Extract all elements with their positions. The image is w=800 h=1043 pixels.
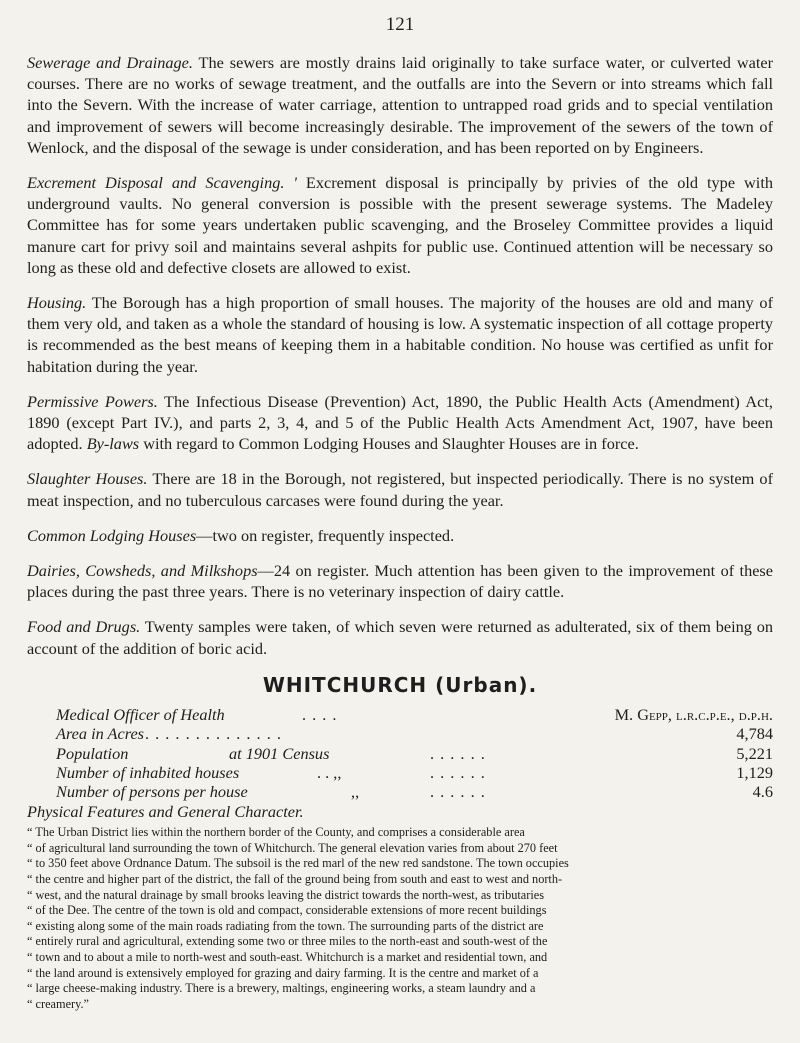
paragraph-heading: Housing. [27,293,87,313]
stat-value: 1,129 [736,763,773,783]
paragraph-slaughter-houses [27,468,773,510]
paragraph-heading: Sewerage and Drainage. [27,53,193,72]
physical-features-heading-row [27,802,773,821]
paragraph-heading: Excrement Disposal and Scavenging. ' [27,173,297,193]
stat-row-officer [27,705,773,724]
paragraph-dairies [27,560,773,602]
quote-line: “ large cheese-making industry. There is a brewery, maltings, engineering works, a steam laundry and a [27,981,536,996]
paragraph-text: Twenty samples were taken, of which seven were returned as adulterated, six of them being on account of the addition of boric acid. [27,617,773,658]
leader-dots: . . . . . . . . . . . . . . [145,724,282,744]
quote-line: “ west, and the natural drainage by small brooks leaving the district towards the north-west, as tributaries [27,887,545,902]
paragraph-housing [27,292,773,377]
report-body [27,52,773,1012]
stat-value: 5,221 [736,743,773,763]
quote-line: “ creamery.” [27,996,90,1011]
quote-line: “ of agricultural land surrounding the town of Whitchurch. The general elevation varies from about 270 feet [27,840,558,855]
paragraph-text: There are 18 in the Borough, not registered, but inspected periodically. There is no system of meat inspection, and no tuberculous carcases were found during the year. [27,469,773,510]
stat-qualifier: at 1901 Census [229,743,330,763]
leader-dots: . . . . . . [430,743,486,763]
stat-row-persons [27,782,773,801]
paragraph-text: —24 on register. Much attention has been given to the improvement of these places during the past three years. There is no veterinary inspection of dairy cattle. [27,561,773,602]
paragraph-heading: Dairies, Cowsheds, and Milkshops [27,561,258,581]
paragraph-text: The Infectious Disease (Prevention) Act, 1890, the Public Health Acts (Amendment) Act, 1890 (except Part IV.), and parts 2, 3, 4, and 5 of the Public Health Acts Amendment Act, 1907, have been adopted. [27,391,774,454]
paragraph-text: Excrement disposal is principally by privies of the old type with underground vaults. No general conversion is possible with the present sewerage systems. The Madeley Committee has for some years undertaken public scavenging, and the Broseley Committee provides a liquid manure cart for privy soil and maintains several ashpits for public use. Continued attention will be necessary so long as these old and defective closets are allowed to exist. [27,173,773,277]
quote-line: “ the land around is extensively employed for grazing and dairy farming. It is the centre and market of a [27,965,539,980]
stat-row-houses [27,763,773,782]
paragraph-text: —two on register, frequently inspected. [196,525,455,545]
paragraph-permissive-powers [27,391,773,455]
quote-line: “ the centre and higher part of the district, the fall of the ground being from south and east to west and north- [27,872,563,886]
paragraph-heading: Permissive Powers. [27,391,158,411]
quote-line: “ The Urban District lies within the northern border of the County, and comprises a considerable area [27,825,525,840]
stat-row-population [27,744,773,763]
section-title: WHITCHURCH (Urban). [262,672,538,697]
quote-line: “ town and to about a mile to north-west and south-east. Whitchurch is a market and residential town, and [27,949,548,964]
leader-dots: . . . . [302,704,338,724]
leader-dots: . . . . . . [430,763,486,783]
paragraph-sewerage [27,52,773,158]
paragraph-subheading: By-laws [86,434,140,454]
paragraph-heading: Common Lodging Houses [27,525,197,545]
stat-value: 4,784 [736,724,773,744]
stat-value: 4.6 [752,782,773,802]
stat-qualifier: . . ,, [317,763,342,783]
paragraph-text: The sewers are mostly drains laid originally to take surface water, or culverted water courses. There are no works of sewage treatment, and the outfalls are into the Severn or into streams which fall into the Severn. With the increase of water carriage, attention to untrapped road grids and to special ventilation and improvement of sewers will become increasingly desirable. The improvement of the sewers of the town of Wenlock, and the disposal of the sewage is under consideration, and has been reported on by Engineers. [27,53,773,157]
quote-line: “ of the Dee. The centre of the town is old and compact, considerable extensions of more recent buildings [27,903,547,918]
stat-label: Number of inhabited houses [56,763,240,783]
leader-dots: . . . . . . [430,782,486,802]
page-number: 121 [385,14,415,35]
physical-features-heading: Physical Features and General Character. [27,801,304,821]
stat-label: Population [56,743,129,763]
quote-line: “ entirely rural and agricultural, extending some two or three miles to the north-east and south-west of the [27,934,548,949]
paragraph-text: The Borough has a high proportion of small houses. The majority of the houses are old and many of them very old, and taken as a whole the standard of housing is low. A systematic inspection of all cottage property is recommended as the best means of keeping them in a habitable condition. No house was certified as unfit for habitation during the year. [27,293,773,376]
paragraph-lodging-houses [27,525,773,546]
paragraph-heading: Food and Drugs. [27,617,141,637]
stat-value: M. Gepp, l.r.c.p.e., d.p.h. [614,704,773,724]
physical-features-quote [27,825,773,1012]
paragraph-heading: Slaughter Houses. [27,469,148,489]
stat-qualifier: ,, [351,782,360,802]
stat-label: Medical Officer of Health [56,704,225,724]
quote-line: “ existing along some of the main roads radiating from the town. The surrounding parts of the district are [27,918,544,933]
stat-label: Number of persons per house [56,782,248,802]
paragraph-food-drugs [27,616,773,658]
district-statistics [27,705,773,821]
paragraph-excrement [27,172,773,278]
paragraph-text: with regard to Common Lodging Houses and Slaughter Houses are in force. [139,434,639,454]
stat-label: Area in Acres [56,724,145,744]
stat-row-area [27,724,773,743]
quote-line: “ to 350 feet above Ordnance Datum. The subsoil is the red marl of the new red sandstone. The town occupies [27,856,569,871]
